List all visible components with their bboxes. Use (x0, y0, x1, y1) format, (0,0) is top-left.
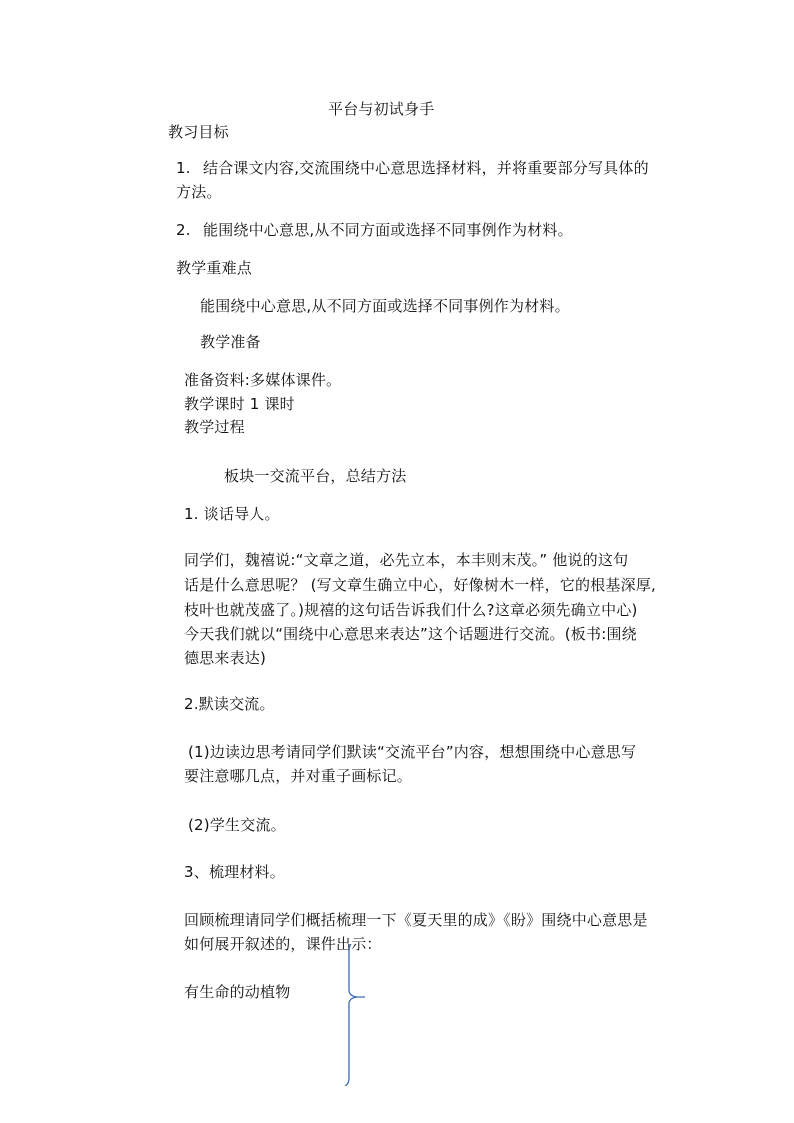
step-1-heading: 1. 谈话导人。 (184, 505, 280, 523)
section-1-heading: 板块一交流平台，总结方法 (224, 467, 407, 485)
key-points-heading: 教学重难点 (176, 259, 253, 277)
process-heading: 教学过程 (184, 418, 245, 436)
class-hours-line: 教学课时 1 课时 (184, 395, 295, 413)
objectives-heading: 教习目标 (168, 123, 229, 141)
step-2-heading: 2.默读交流。 (184, 695, 275, 713)
step-3-paragraph-line-1: 回顾梳理请同学们概括梳理一下《夏天里的成》《盼》围绕中心意思是 (184, 911, 648, 929)
step-1-paragraph-line-5: 德思来表达) (184, 649, 267, 667)
step-1-paragraph-line-3: 枝叶也就茂盛了。)规禧的这句话告诉我们什么?这章必须先确立中心) (184, 601, 638, 619)
diagram-label: 有生命的动植物 (184, 983, 291, 1001)
step-2-sub-1-line-1: (1)边读边思考请同学们默读“交流平台”内容，想想围绕中心意思写 (188, 743, 637, 761)
preparation-heading: 教学准备 (200, 333, 261, 351)
brace-bracket-icon (343, 944, 367, 1086)
step-3-heading: 3、梳理材料。 (184, 863, 285, 881)
step-2-sub-2: (2)学生交流。 (188, 816, 286, 834)
step-3-paragraph-line-2: 如何展开叙述的，课件出示： (184, 935, 382, 953)
objective-1-text-continued: 方法。 (176, 183, 222, 201)
brace-bracket-path (345, 944, 365, 1086)
objective-2-number: 2. (176, 221, 191, 239)
step-2-sub-1-line-2: 要注意哪几点，并对重子画标记。 (184, 767, 413, 785)
objective-1-number: 1. (176, 159, 191, 177)
key-points-text: 能围绕中心意思,从不同方面或选择不同事例作为材料。 (200, 297, 570, 315)
step-1-paragraph-line-2: 话是什么意思呢？ (写文章生确立中心，好像树木一样，它的根基深厚, (184, 576, 656, 594)
objective-2-text: 能围绕中心意思,从不同方面或选择不同事例作为材料。 (203, 221, 573, 239)
materials-line: 准备资料:多媒体课件。 (184, 371, 342, 389)
step-1-paragraph-line-4: 今天我们就以“围绕中心意思来表达”这个话题进行交流。(板书:围绕 (184, 625, 637, 643)
objective-1-text: 结合课文内容,交流围绕中心意思选择材料，并将重要部分写具体的 (203, 159, 649, 177)
step-1-paragraph-line-1: 同学们，魏禧说:“文章之道，必先立本，本丰则末茂。” 他说的这句 (184, 551, 629, 569)
document-title: 平台与初试身手 (328, 100, 435, 118)
